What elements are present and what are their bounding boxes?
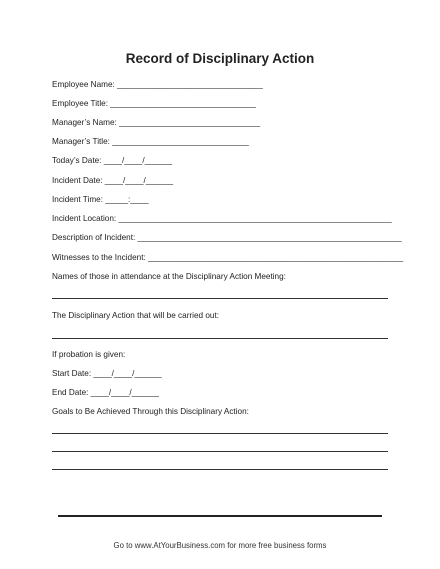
- employee-title-field[interactable]: Employee Title: ________________________________: [52, 99, 256, 108]
- witnesses-field[interactable]: Witnesses to the Incident: ________________________________________________________: [52, 253, 404, 262]
- goals-answer-line-2[interactable]: [52, 451, 388, 452]
- footer-note: Go to www.AtYourBusiness.com for more free business forms: [113, 541, 327, 550]
- probation-label: If probation is given:: [52, 350, 126, 359]
- managers-name-field[interactable]: Manager’s Name: _______________________________: [52, 118, 261, 127]
- attendance-label: Names of those in attendance at the Disciplinary Action Meeting:: [52, 272, 286, 281]
- incident-date-field[interactable]: Incident Date: ____/____/______: [52, 176, 174, 185]
- attendance-answer-line[interactable]: [52, 298, 388, 299]
- footer-divider: [58, 515, 382, 517]
- description-field[interactable]: Description of Incident: __________________________________________________________: [52, 233, 402, 242]
- incident-time-field[interactable]: Incident Time: _____:____: [52, 195, 149, 204]
- form-title: Record of Disciplinary Action: [125, 51, 315, 66]
- todays-date-field[interactable]: Today’s Date: ____/____/______: [52, 156, 173, 165]
- incident-location-field[interactable]: Incident Location: ____________________________________________________________: [52, 214, 392, 223]
- employee-name-field[interactable]: Employee Name: ________________________________: [52, 80, 263, 89]
- end-date-field[interactable]: End Date: ____/____/______: [52, 388, 159, 397]
- goals-label: Goals to Be Achieved Through this Disciplinary Action:: [52, 407, 249, 416]
- goals-answer-line-1[interactable]: [52, 433, 388, 434]
- action-answer-line[interactable]: [52, 338, 388, 339]
- start-date-field[interactable]: Start Date: ____/____/______: [52, 369, 162, 378]
- goals-answer-line-3[interactable]: [52, 469, 388, 470]
- managers-title-field[interactable]: Manager’s Title: ______________________________: [52, 137, 249, 146]
- action-label: The Disciplinary Action that will be carried out:: [52, 311, 220, 320]
